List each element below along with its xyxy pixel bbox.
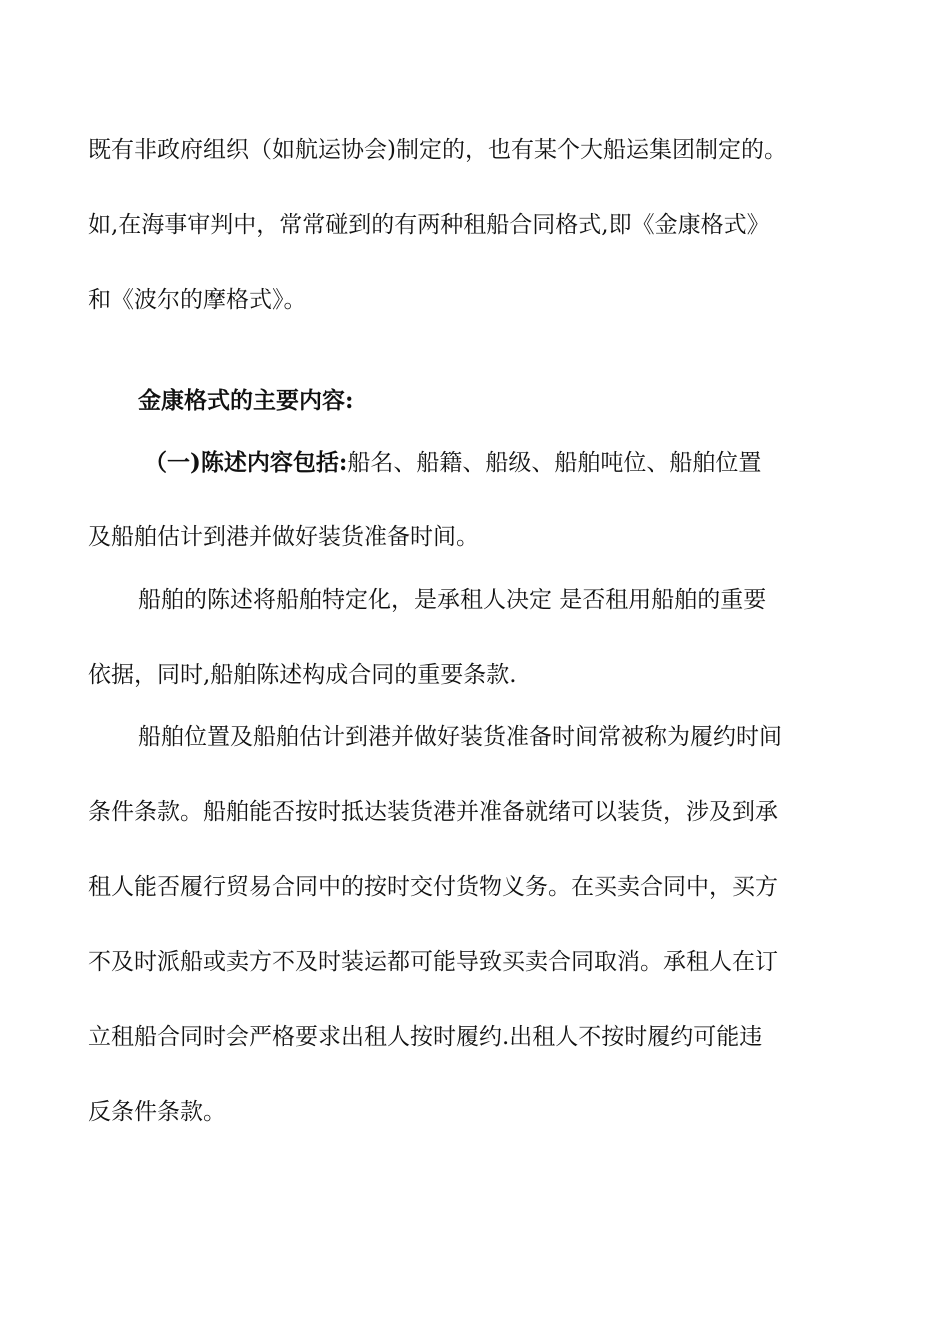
paragraph-line-13: 立租船合同时会严格要求出租人按时履约.出租人不按时履约可能违 [88,1024,763,1050]
paragraph-line-1: 既有非政府组织（如航运协会)制定的，也有某个大船运集团制定的。 [88,137,787,163]
subsection-text: 船名、船籍、船级、船舶吨位、船舶位置 [347,450,762,476]
paragraph-line-7: 船舶的陈述将船舶特定化，是承租人决定 是否租用船舶的重要 [138,587,767,613]
subsection-line [144,448,868,478]
paragraph-line-9: 船舶位置及船舶估计到港并做好装货准备时间常被称为履约时间 [138,724,782,750]
section-heading: 金康格式的主要内容: [138,387,354,414]
paragraph-line-11: 租人能否履行贸易合同中的按时交付货物义务。在买卖合同中，买方 [88,874,778,900]
paragraph-line-14: 反条件条款。 [88,1099,226,1125]
paragraph-line-8: 依据，同时,船舶陈述构成合同的重要条款. [88,662,517,688]
paragraph-line-12: 不及时派船或卖方不及时装运都可能导致买卖合同取消。承租人在订 [88,949,778,975]
subsection-heading: （一)陈述内容包括: [144,449,348,476]
paragraph-line-3: 和《波尔的摩格式》。 [88,287,307,313]
paragraph-line-2: 如,在海事审判中，常常碰到的有两种租船合同格式,即《金康格式》 [88,212,770,238]
paragraph-line-6: 及船舶估计到港并做好装货准备时间。 [88,524,479,550]
paragraph-line-10: 条件条款。船舶能否按时抵达装货港并准备就绪可以装货，涉及到承 [88,799,778,825]
